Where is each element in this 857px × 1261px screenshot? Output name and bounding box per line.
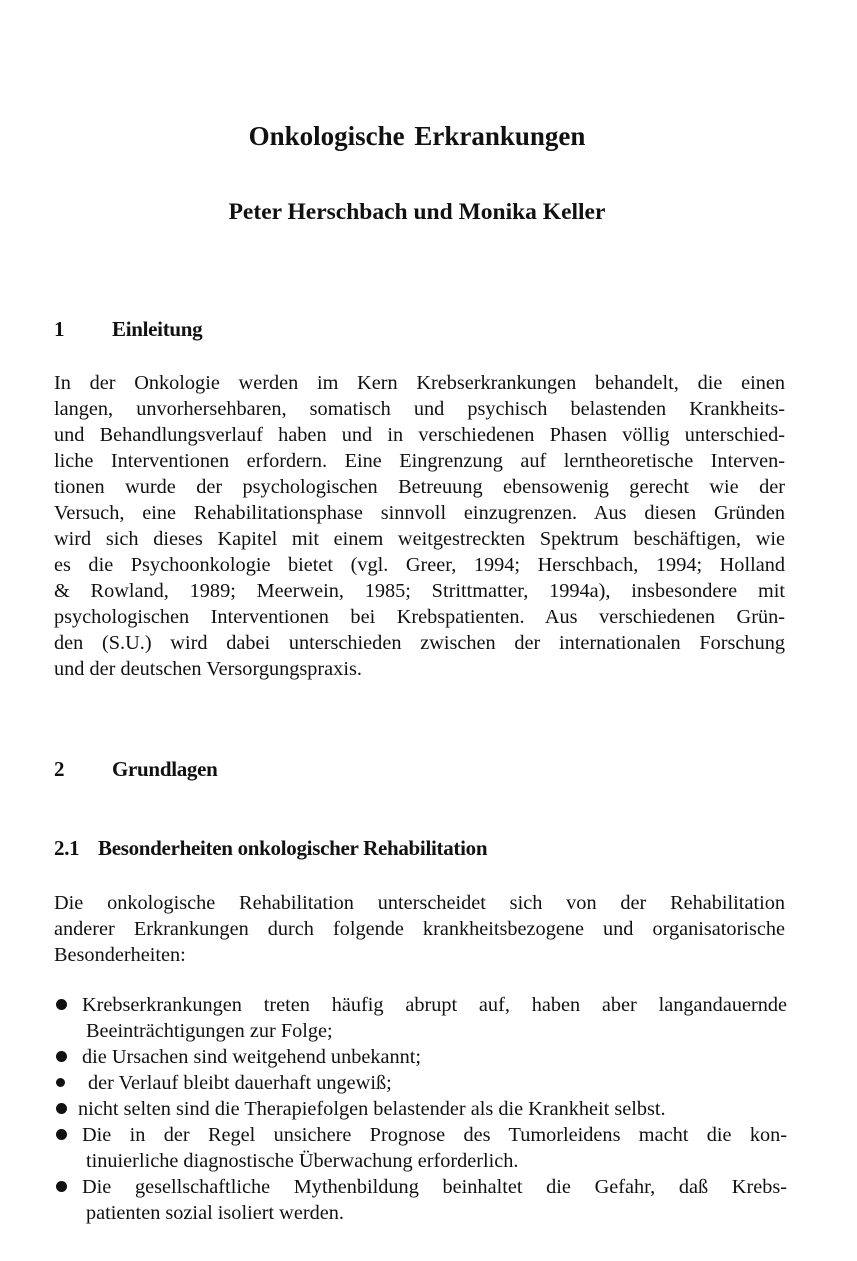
text-line: & Rowland, 1989; Meerwein, 1985; Strittmatter, 1994a), insbesondere mit	[54, 580, 785, 602]
list-item	[54, 1044, 787, 1070]
list-item-continuation: patienten sozial isoliert werden.	[86, 1202, 344, 1224]
text-line: anderer Erkrankungen durch folgende krankheitsbezogene und organisatorische	[54, 918, 785, 940]
section-number: 1	[54, 317, 65, 341]
list-item	[54, 1174, 787, 1226]
text-line: In der Onkologie werden im Kern Krebserkrankungen behandelt, die einen	[54, 372, 785, 394]
paragraph-besonderheiten	[54, 890, 785, 968]
list-item	[54, 1096, 787, 1122]
list-item-text: nicht selten sind die Therapiefolgen belastender als die Krankheit selbst.	[78, 1098, 666, 1120]
list-item-text: Die gesellschaftliche Mythenbildung beinhaltet die Gefahr, daß Krebs-	[82, 1176, 787, 1198]
list-item-text: der Verlauf bleibt dauerhaft ungewiß;	[88, 1072, 392, 1094]
bullet-list	[54, 992, 787, 1226]
text-line: liche Interventionen erfordern. Eine Eingrenzung auf lerntheoretische Interven-	[54, 450, 785, 472]
text-line: langen, unvorhersehbaren, somatisch und psychisch belastenden Krankheits-	[54, 398, 785, 420]
section-number: 2	[54, 757, 65, 781]
list-item-continuation: Beeinträchtigungen zur Folge;	[86, 1020, 333, 1042]
subsection-heading-besonderheiten	[54, 836, 487, 861]
list-item	[54, 1122, 787, 1174]
text-line: den (S.U.) wird dabei unterschieden zwischen der internationalen Forschung	[54, 632, 785, 654]
section-heading-grundlagen	[54, 757, 218, 782]
section-title: Grundlagen	[112, 757, 218, 781]
list-item-text: die Ursachen sind weitgehend unbekannt;	[82, 1046, 422, 1068]
list-item	[54, 992, 787, 1044]
bullet-icon	[56, 999, 67, 1010]
paragraph-einleitung	[54, 370, 785, 682]
bullet-icon	[56, 1051, 67, 1062]
text-line: wird sich dieses Kapitel mit einem weitgestreckten Spektrum beschäftigen, wie	[54, 528, 785, 550]
bullet-icon	[56, 1078, 65, 1087]
list-item-text: Krebserkrankungen treten häufig abrupt auf, haben aber langandauernde	[82, 994, 787, 1016]
chapter-title: Onkologische Erkrankungen	[248, 121, 586, 151]
text-line: Besonderheiten:	[54, 944, 186, 966]
text-line: tionen wurde der psychologischen Betreuung ebensowenig gerecht wie der	[54, 476, 785, 498]
list-item-continuation: tinuierliche diagnostische Überwachung erforderlich.	[86, 1150, 519, 1172]
text-line: und Behandlungsverlauf haben und in verschiedenen Phasen völlig unterschied-	[54, 424, 785, 446]
text-line: psychologischen Interventionen bei Krebspatienten. Aus verschiedenen Grün-	[54, 606, 785, 628]
section-title: Besonderheiten onkologischer Rehabilitation	[98, 836, 488, 860]
bullet-icon	[56, 1103, 67, 1114]
text-line: und der deutschen Versorgungspraxis.	[54, 658, 362, 680]
section-heading-einleitung	[54, 317, 202, 342]
bullet-icon	[56, 1181, 67, 1192]
text-line: Versuch, eine Rehabilitationsphase sinnvoll einzugrenzen. Aus diesen Gründen	[54, 502, 785, 524]
list-item	[54, 1070, 787, 1096]
list-item-text: Die in der Regel unsichere Prognose des Tumorleidens macht die kon-	[82, 1124, 787, 1146]
text-line: Die onkologische Rehabilitation unterscheidet sich von der Rehabilitation	[54, 892, 785, 914]
section-title: Einleitung	[112, 317, 203, 341]
text-line: es die Psychoonkologie bietet (vgl. Greer, 1994; Herschbach, 1994; Holland	[54, 554, 785, 576]
section-number: 2.1	[54, 836, 80, 860]
chapter-authors: Peter Herschbach und Monika Keller	[228, 199, 606, 225]
bullet-icon	[56, 1129, 67, 1140]
